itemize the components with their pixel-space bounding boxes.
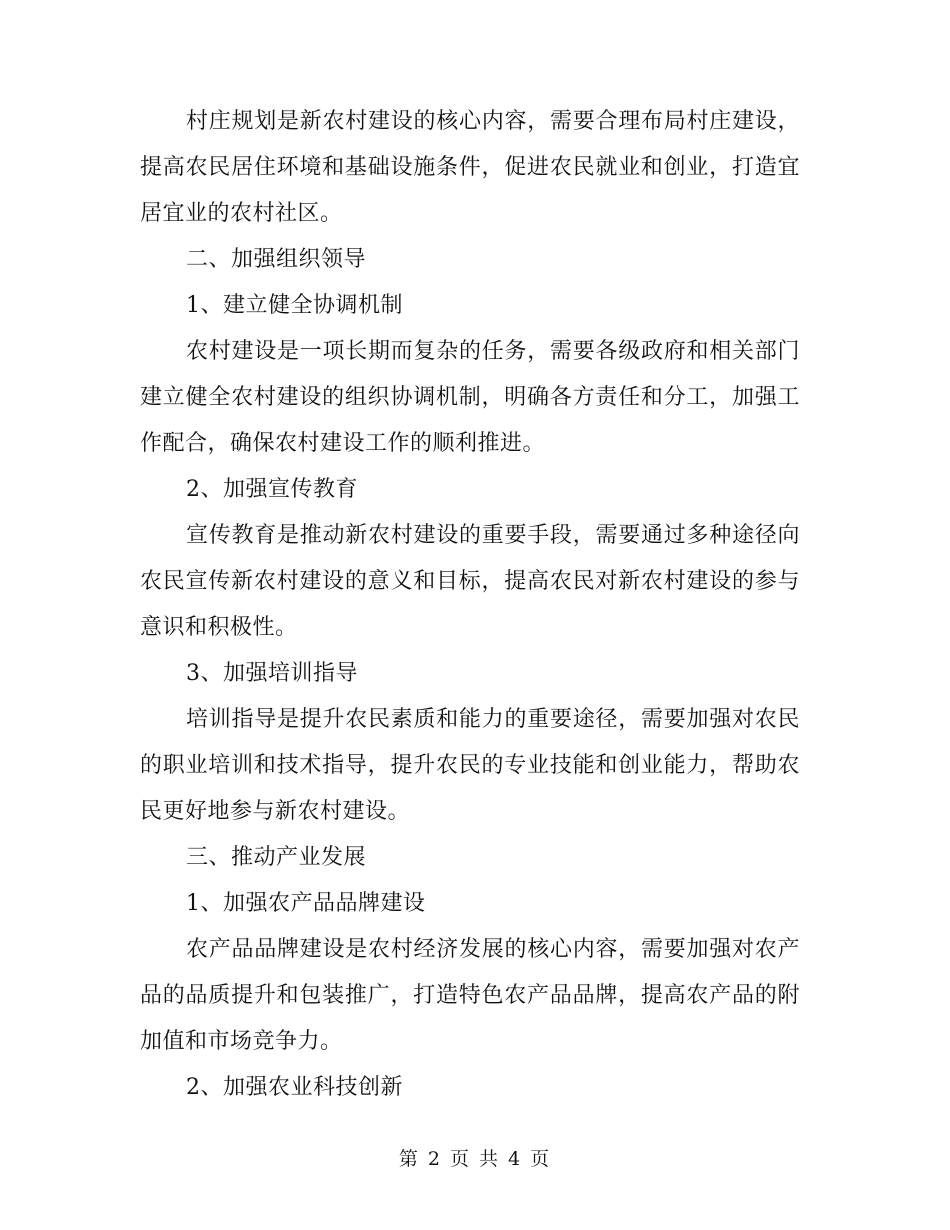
paragraph-training: 培训指导是提升农民素质和能力的重要途径，需要加强对农民的职业培训和技术指导，提升农民的专业技能和创业能力，帮助农民更好地参与新农村建设。 [140,707,800,824]
subheading-publicity: 2、加强宣传教育 [186,477,358,502]
paragraph-publicity: 宣传教育是推动新农村建设的重要手段，需要通过多种途径向农民宣传新农村建设的意义和目标，提高农民对新农村建设的参与意识和积极性。 [140,523,800,640]
subheading-coordination: 1、建立健全协调机制 [186,293,403,318]
section-heading-industry: 三、推动产业发展 [186,845,367,870]
section-heading-organization: 二、加强组织领导 [186,247,367,272]
subheading-tech-innovation: 2、加强农业科技创新 [186,1075,403,1100]
subheading-brand: 1、加强农产品品牌建设 [186,891,426,916]
document-body [140,99,800,1111]
paragraph-brand: 农产品品牌建设是农村经济发展的核心内容，需要加强对农产品的品质提升和包装推广，打造特色农产品品牌，提高农产品的附加值和市场竞争力。 [140,937,800,1054]
subheading-training: 3、加强培训指导 [186,661,358,686]
paragraph-coordination: 农村建设是一项长期而复杂的任务，需要各级政府和相关部门建立健全农村建设的组织协调机制，明确各方责任和分工，加强工作配合，确保农村建设工作的顺利推进。 [140,339,800,456]
paragraph-village-planning: 村庄规划是新农村建设的核心内容，需要合理布局村庄建设，提高农民居住环境和基础设施条件，促进农民就业和创业，打造宜居宜业的农村社区。 [140,109,800,226]
page-number-footer: 第 2 页 共 4 页 [398,1148,552,1170]
